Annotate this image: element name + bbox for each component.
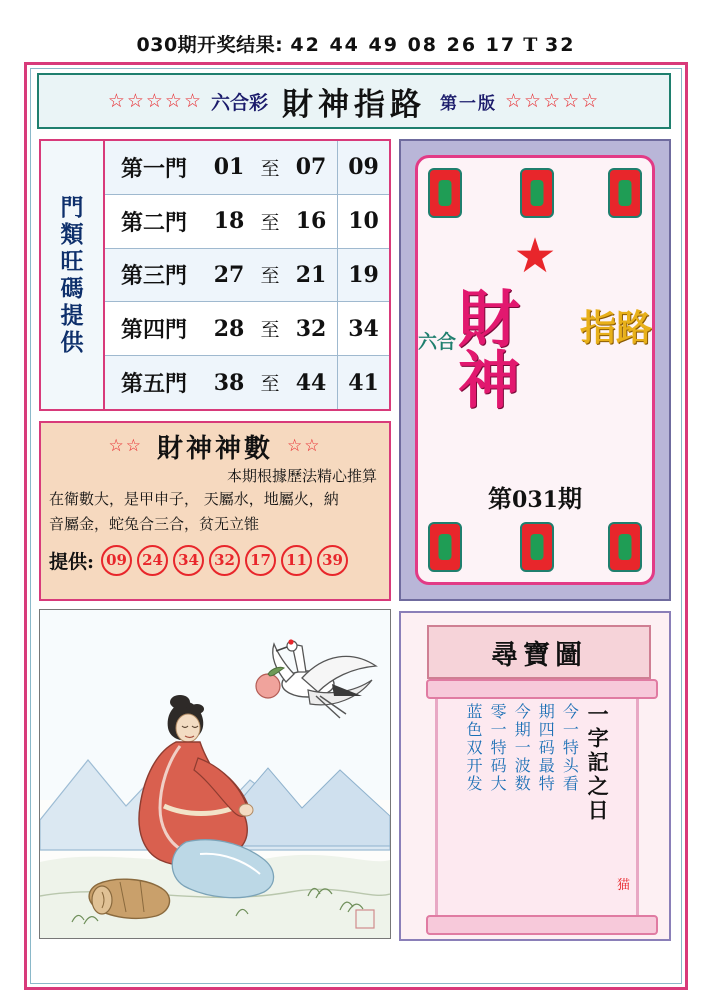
left-column [39,139,391,939]
number-ball: 11 [281,545,312,576]
gate-label-c3: 旺 [60,247,84,275]
gate-value-a: 18 [213,208,245,235]
gate-table-side-label [41,141,105,409]
divine-title: 財神神數 [156,433,273,464]
table-row [105,356,389,409]
god-card-inner [415,155,655,585]
gate-value-c: 09 [337,141,389,194]
gem-icon-top-right [608,168,642,218]
god-card-sub-title: 指路 [580,307,653,349]
illustration-panel [39,609,391,939]
stars-left-icon: ☆☆☆☆☆ [107,89,203,112]
banner-label: 六合彩 [210,91,268,114]
gem-icon-top-center [520,168,554,218]
gate-label-c2: 類 [60,220,84,248]
gate-value-a: 01 [213,154,245,181]
gem-icon-bottom-center [520,522,554,572]
gate-value-a: 38 [213,369,245,396]
divine-header [49,429,381,463]
gate-label-c6: 供 [60,329,84,357]
number-ball: 17 [245,545,276,576]
gate-table [39,139,391,411]
gate-value-b: 16 [295,208,327,235]
gate-label-c4: 碼 [60,275,84,302]
gate-separator: 至 [260,319,280,342]
gate-name: 第四門 [120,317,187,344]
treasure-scroll-columns [438,703,636,911]
number-ball: 32 [209,545,240,576]
god-card-title-group [418,283,653,417]
banner-edition: 第一版 [440,93,497,114]
table-row [105,141,389,195]
treasure-map-panel [399,611,671,941]
divine-subtitle: 本期根據歷法精心推算 [226,467,377,485]
gate-value-c: 10 [337,195,389,248]
draw-result-t-mark: T [523,34,538,56]
gem-icon-bottom-left [428,522,462,572]
gate-separator: 至 [260,157,280,180]
gem-icon-top-left [428,168,462,218]
gate-value-a: 27 [213,261,245,288]
draw-result-special: 32 [545,34,576,56]
gate-table-rows [105,141,389,409]
gate-value-b: 07 [295,154,327,181]
gate-name: 第五門 [120,371,187,398]
scroll-column: 今一特头看 [560,703,580,793]
gate-value-c: 19 [337,249,389,302]
god-of-wealth-card [399,139,671,601]
draw-result-header [0,30,712,57]
scroll-column: 今期一波数 [512,703,532,793]
table-row [105,302,389,356]
right-column [399,139,671,941]
draw-result-prefix: 030期开奖结果: [136,34,284,56]
scroll-column: 期四码最特 [536,703,556,793]
treasure-map-title: 尋寶圖 [427,625,651,679]
table-row [105,195,389,249]
gate-name: 第二門 [120,209,187,236]
scroll-column-headline: 一字記之日 [585,703,611,823]
issue-prefix: 第 [488,484,513,513]
divine-body-line-1: 在衛數大，是甲申子， 天屬水，地屬火，納 [49,490,339,508]
gate-label-c1: 門 [60,193,84,221]
scroll-column: 零一特码大 [488,703,508,793]
gate-value-b: 44 [295,369,327,396]
star-icon: ★ [513,228,557,284]
gate-label-c5: 提 [60,302,84,330]
number-ball: 09 [101,545,132,576]
gate-value-b: 21 [295,261,327,288]
issue-number: 031 [512,487,558,513]
divine-provided-numbers [49,545,381,576]
illustration-image [40,610,390,938]
gate-separator: 至 [260,211,280,234]
poster-banner [37,73,671,129]
gate-value-c: 34 [337,302,389,355]
stars-right-icon: ☆☆☆☆☆ [505,89,601,112]
god-card-main-title: 財神 [458,283,519,417]
draw-result-numbers: 42 44 49 08 26 17 [290,34,517,56]
gate-name: 第三門 [120,263,187,290]
scroll-cat-word: 猫 [616,878,630,893]
god-card-liuhe-label: 六合 [418,331,457,353]
gate-value-c: 41 [337,356,389,409]
issue-suffix: 期 [557,484,582,513]
number-ball: 24 [137,545,168,576]
banner-title: 財神指路 [282,86,426,123]
gate-value-a: 28 [213,315,245,342]
divine-body-line-2: 音屬金，蛇兔合三合，贫无立锥 [49,515,260,534]
number-ball: 34 [173,545,204,576]
number-ball: 39 [317,545,348,576]
table-row [105,249,389,303]
stars-right-icon: ☆☆ [287,436,322,456]
gem-icon-bottom-right [608,522,642,572]
divine-numbers-box [39,421,391,601]
provide-label: 提供: [49,550,95,573]
gate-separator: 至 [260,373,280,396]
treasure-scroll [435,687,639,927]
poster-frame [24,62,688,990]
stars-left-icon: ☆☆ [108,436,143,456]
gate-separator: 至 [260,265,280,288]
scroll-column: 蓝色双开发 [463,703,483,793]
gate-name: 第一門 [120,155,187,182]
issue-number-line [418,479,652,514]
gate-value-b: 32 [295,315,327,342]
